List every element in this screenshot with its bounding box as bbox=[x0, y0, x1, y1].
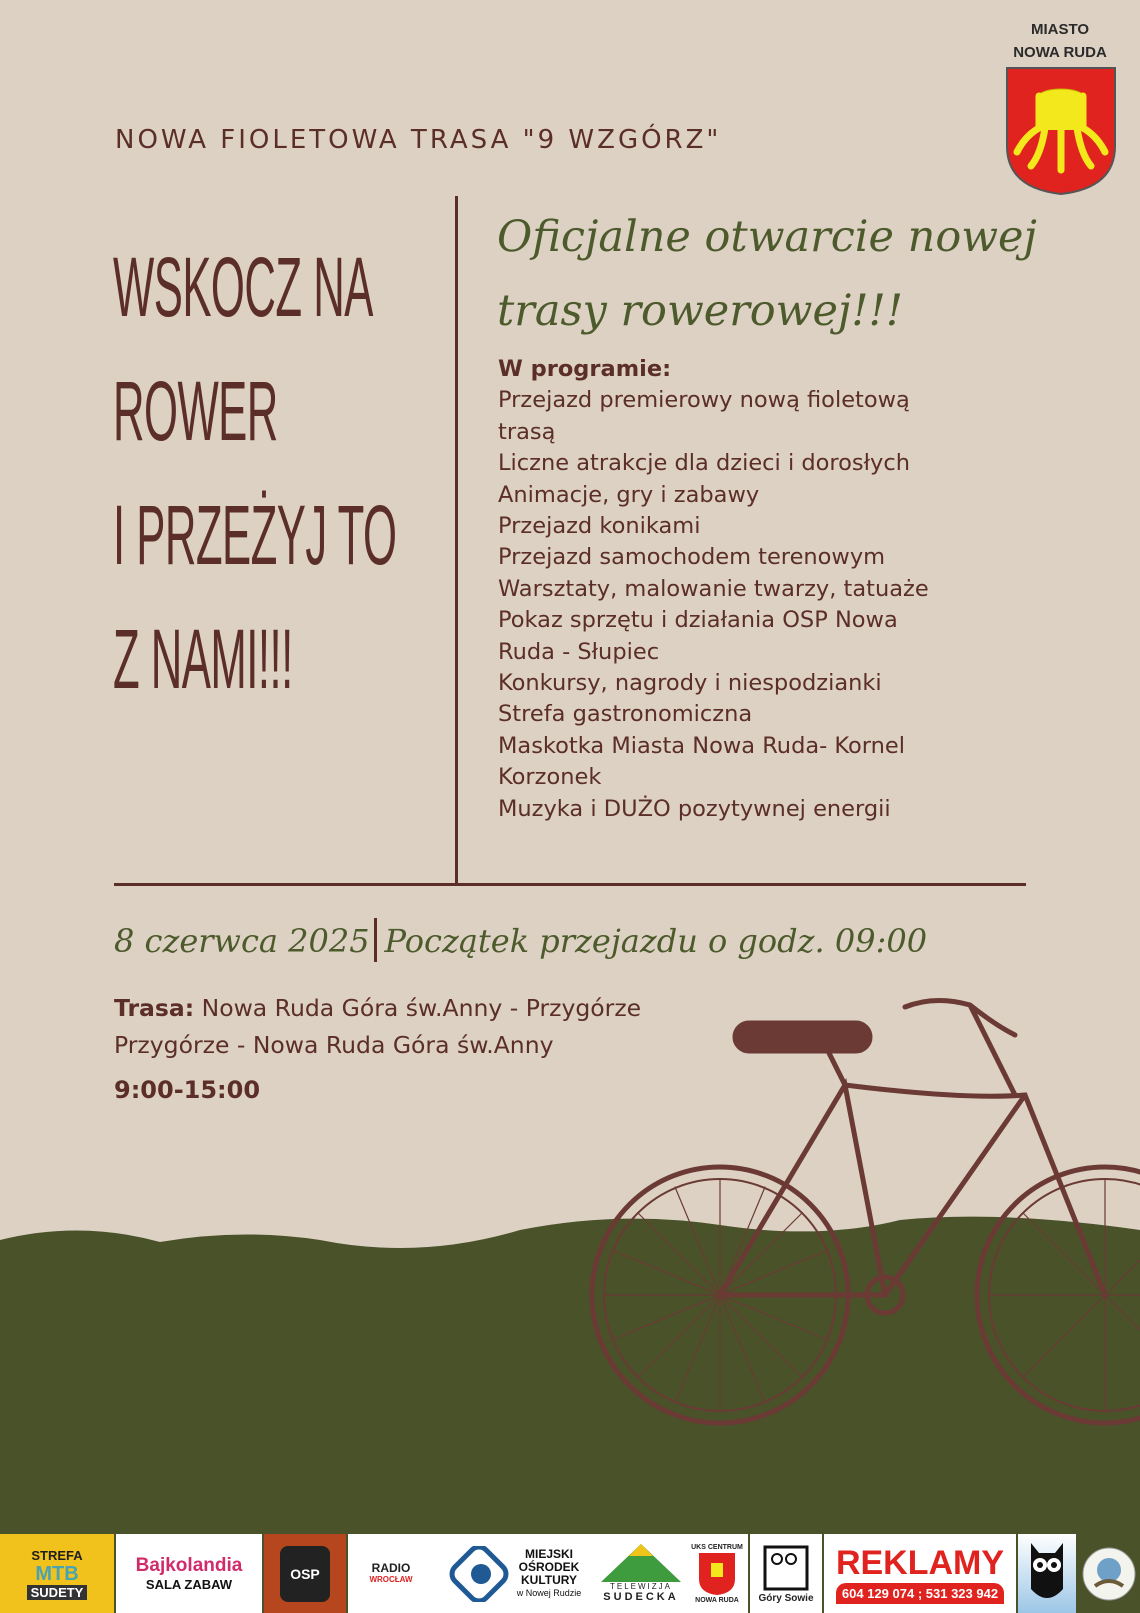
date-separator bbox=[374, 918, 377, 962]
program-item: Warsztaty, malowanie twarzy, tatuaże bbox=[498, 575, 929, 602]
program-item: Przejazd konikami bbox=[498, 513, 701, 540]
event-start-time: Początek przejazdu o godz. 09:00 bbox=[384, 922, 928, 960]
headline-line: I PRZEŻYJ TO bbox=[113, 488, 397, 582]
headline bbox=[113, 225, 413, 721]
route-line2: Przygórze - Nowa Ruda Góra św.Anny bbox=[114, 1031, 554, 1059]
round-emblem-icon bbox=[1081, 1546, 1137, 1602]
program-item: Liczne atrakcje dla dzieci i dorosłych bbox=[498, 450, 910, 477]
sponsor-logo-telewizja-sudecka bbox=[596, 1534, 686, 1613]
crest-label-line2: NOWA RUDA bbox=[1013, 44, 1107, 61]
official-line1: Oficjalne otwarcie nowej bbox=[497, 212, 1037, 262]
horizontal-divider bbox=[114, 883, 1026, 886]
sponsor-logo-osp bbox=[264, 1534, 346, 1613]
sponsor-text: MTB bbox=[35, 1562, 79, 1585]
route-line1: Nowa Ruda Góra św.Anny - Przygórze bbox=[201, 994, 642, 1022]
program-item: Przejazd premierowy nową fioletową bbox=[498, 387, 910, 414]
sponsor-text: REKLAMY bbox=[835, 1544, 1005, 1582]
sponsor-logo-gory-sowie bbox=[750, 1534, 822, 1613]
route-label: Trasa: bbox=[114, 994, 195, 1022]
program-item: Ruda - Słupiec bbox=[498, 638, 660, 665]
sponsor-text: OŚRODEK bbox=[518, 1559, 580, 1574]
headline-line: ROWER bbox=[113, 364, 278, 458]
program-item: Pokaz sprzętu i działania OSP Nowa bbox=[498, 607, 898, 634]
sponsor-logo-bajkolandia bbox=[116, 1534, 262, 1613]
sponsor-text: RADIO bbox=[371, 1560, 411, 1575]
headline-line: Z NAMI!!! bbox=[113, 612, 293, 706]
sponsor-logo-radio-wroclaw bbox=[348, 1534, 434, 1613]
mountains-icon bbox=[601, 1544, 681, 1582]
owl-icon bbox=[1027, 1539, 1067, 1609]
official-opening-title bbox=[497, 200, 1057, 348]
route-subtitle: NOWA FIOLETOWA TRASA "9 WZGÓRZ" bbox=[115, 125, 722, 155]
crest-icon bbox=[697, 1551, 737, 1597]
date-line bbox=[114, 918, 927, 962]
coat-of-arms-icon bbox=[1005, 66, 1117, 196]
program-item: Strefa gastronomiczna bbox=[498, 701, 753, 728]
event-date: 8 czerwca 2025 bbox=[114, 922, 370, 960]
program-heading: W programie: bbox=[498, 356, 672, 382]
program-item: Maskotka Miasta Nowa Ruda- Kornel bbox=[498, 732, 906, 759]
sponsor-logo-reklamy bbox=[824, 1534, 1016, 1613]
sponsor-logo-uks-centrum bbox=[686, 1534, 748, 1613]
sponsor-logo-mok bbox=[434, 1534, 596, 1613]
sponsor-text: SALA ZABAW bbox=[145, 1577, 233, 1592]
headline-line: WSKOCZ NA bbox=[113, 240, 373, 334]
sponsor-logo-ptsm bbox=[1078, 1534, 1140, 1613]
sponsor-logo-strefa-mtb bbox=[0, 1534, 114, 1613]
sponsor-text: SUDETY bbox=[27, 1585, 88, 1600]
sponsor-text: STREFA bbox=[31, 1547, 83, 1563]
sponsor-text: UKS CENTRUM bbox=[691, 1543, 743, 1551]
vertical-divider bbox=[455, 196, 458, 886]
official-line2: trasy rowerowej!!! bbox=[497, 286, 904, 336]
sponsor-text: Bajkolandia bbox=[135, 1555, 243, 1576]
sponsor-text: WROCŁAW bbox=[369, 1574, 413, 1584]
program-item: trasą bbox=[498, 418, 556, 445]
route-info bbox=[114, 990, 641, 1064]
program-list bbox=[498, 354, 958, 825]
crest-label-line1: MIASTO bbox=[1030, 21, 1090, 38]
sponsor-text: NOWA RUDA bbox=[695, 1596, 739, 1604]
sponsor-text: KULTURY bbox=[521, 1572, 577, 1587]
sponsor-phone: 604 129 074 ; 531 323 942 bbox=[836, 1583, 1004, 1604]
program-item: Korzonek bbox=[498, 764, 602, 791]
owl-outline-icon bbox=[761, 1543, 811, 1593]
sponsor-text: OSP bbox=[280, 1546, 330, 1602]
program-item: Przejazd samochodem terenowym bbox=[498, 544, 886, 571]
sponsor-text: MIEJSKI bbox=[524, 1546, 573, 1561]
sponsor-text: SUDECKA bbox=[603, 1591, 679, 1603]
program-item: Animacje, gry i zabawy bbox=[498, 481, 760, 508]
program-item: Konkursy, nagrody i niespodzianki bbox=[498, 670, 882, 697]
sponsor-text: Góry Sowie bbox=[758, 1593, 814, 1604]
program-item: Muzyka i DUŻO pozytywnej energii bbox=[498, 795, 891, 822]
event-hours: 9:00-15:00 bbox=[114, 1076, 261, 1104]
eye-icon bbox=[449, 1546, 509, 1602]
bicycle-illustration-icon bbox=[585, 995, 1140, 1445]
sponsor-logo-owl bbox=[1018, 1534, 1076, 1613]
sponsor-text: w Nowej Rudzie bbox=[516, 1587, 582, 1598]
sponsor-text: TELEWIZJA bbox=[609, 1582, 672, 1591]
crest-label bbox=[990, 18, 1130, 64]
